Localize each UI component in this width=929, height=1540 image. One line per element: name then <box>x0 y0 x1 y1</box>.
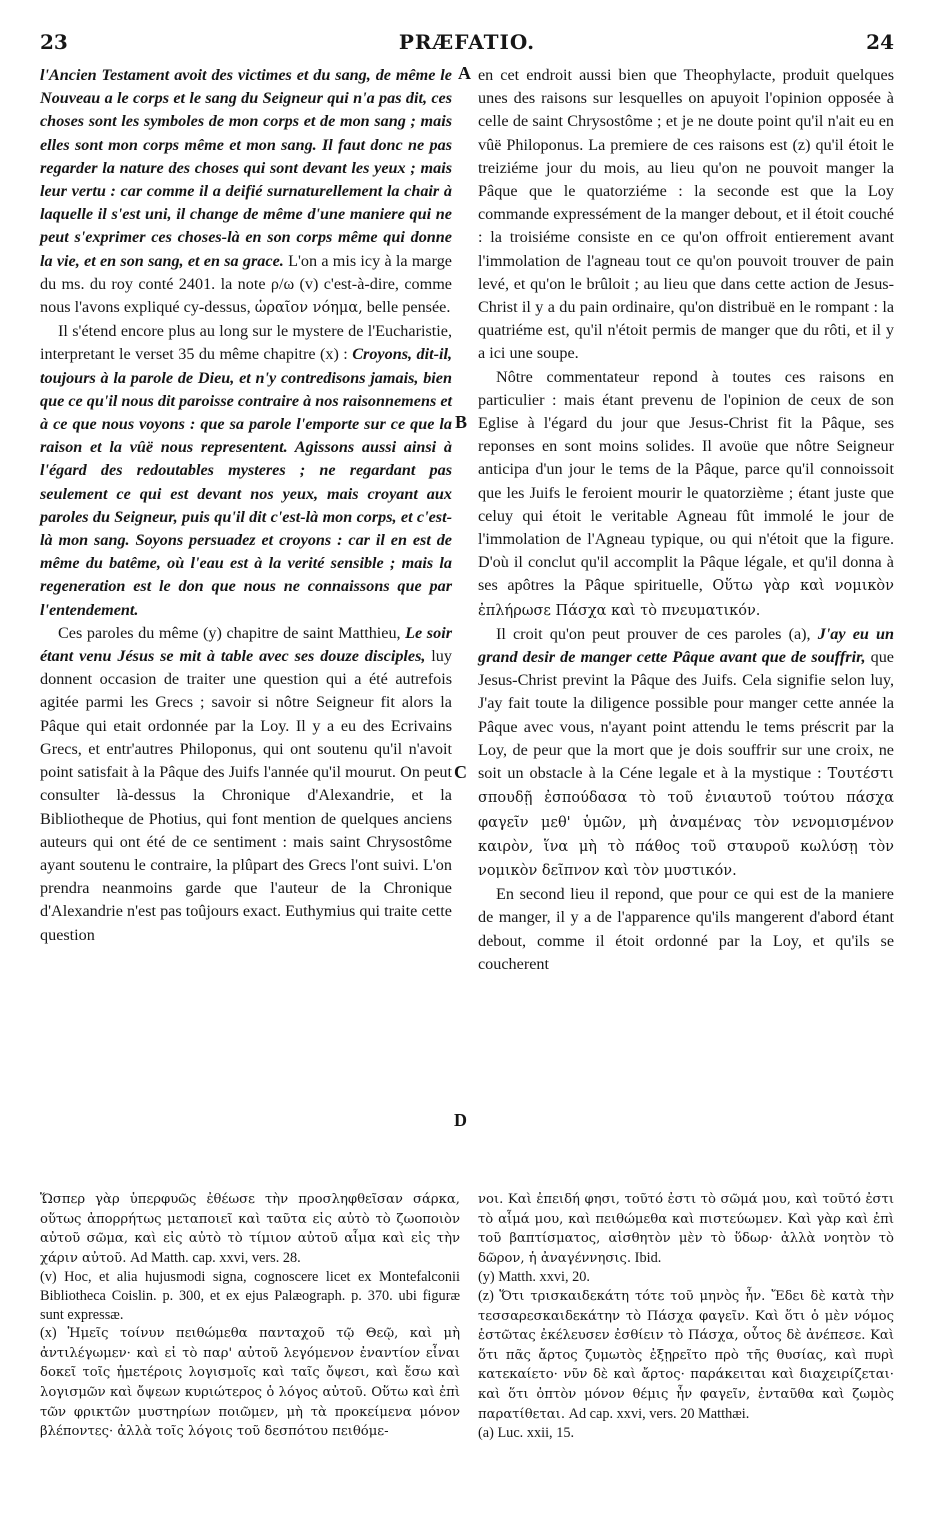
right-paragraph-3 <box>478 623 894 883</box>
right-column <box>478 64 894 976</box>
footnote-label: (z) <box>478 1287 500 1304</box>
right-paragraph-4 <box>478 883 894 976</box>
text-run: Nôtre commentateur repond à toutes ces raisons en particulier : mais étant prevenu de l'opinion de ceux de son Eglise à l'égard du jour que Jesus-Christ fit la Pâque, ses reponses en sont moins solides. Il avoüe que nôtre Seigneur anticipa d'un jour le tems de la Pâque, parce qu'il connoissoit que les Juifs le feroient mourir le quatorzième ; étant juste que celuy qui étoit le veritable Agneau fût immolé le jour de l'immolation de l'Agneau typique, ou qui n'étoit que la figure. D'où il conclut qu'il accomplit la Pâque légale, et qu'il donna à ses apôtres la Pâque spirituelle, <box>478 367 894 595</box>
footnotes-left <box>40 1190 460 1442</box>
text-run: Ces paroles du même (y) chapitre de saint Matthieu, <box>58 623 406 642</box>
greek-footnote-text: νοι. Καὶ ἐπειδή φησι, τοῦτό ἐστι τὸ σῶμά μου, καὶ τοῦτό ἐστι τὸ αἷμά μου, καὶ πειθώμεθα καὶ πιστεύωμεν. Καὶ γὰρ καὶ ἐπὶ τοῦ βαπτίσματος, αἰσθητὸν μὲν τὸ ὕδωρ· ἀλλὰ νοητὸν τὸ δῶρον, ἡ ἀναγέννησις. <box>478 1192 894 1266</box>
right-paragraph-2 <box>478 366 894 623</box>
text-run: belle pensée. <box>362 298 451 317</box>
margin-marker-a: A <box>458 63 471 83</box>
text-run: Il s'étend encore plus au long sur le mystere de l'Eucharistie, interpretant le verset 35 du même chapitre (x) : <box>40 322 452 364</box>
greek-footnote-text: Ὅτι τρισκαιδεκάτη τότε τοῦ μηνὸς ἦν. Ἔδει δὲ κατὰ τὴν τεσσαρεσκαιδεκάτην τὸ Πάσχα φαγεῖν. Καὶ ὅτι ὁ μὲν νόμος ἑστῶτας ἐκέλευσεν ἐσθίειν τὸ Πάσχα, οὗτος δὲ ἀνέπεσε. Καὶ ὅτι πᾶς ἄρτος ζυμωτὸς ἐξῃρεῖτο πρὸ τῆς θυσίας, καὶ πυρὶ κατεκαίετο· νῦν δὲ καὶ ἄρτος· παράκειται καὶ διαχειρίζεται· καὶ ὅτι ὀπτὸν μόνον θέμις ἦν φαγεῖν, ἐνταῦθα καὶ ζωμὸς παρατίθεται. <box>478 1288 894 1422</box>
margin-marker-b: B <box>455 412 468 432</box>
footnote-reference: Ad cap. xxvi, vers. 20 Matthæi. <box>565 1405 750 1422</box>
left-column <box>40 64 452 947</box>
footnote-text: (v) Hoc, et alia hujusmodi signa, cognoscere licet ex Montefalconii Bibliotheca Coislin. p. 300, et ex ejus Palæograph. p. 370. ubi figuræ sunt expressæ. <box>40 1269 460 1323</box>
footnote <box>40 1268 460 1324</box>
running-title: PRÆFATIO. <box>398 30 536 54</box>
footnote <box>478 1268 894 1287</box>
margin-marker-d: D <box>454 1110 467 1130</box>
left-paragraph-1 <box>40 64 452 320</box>
quoted-passage: l'Ancien Testament avoit des victimes et du sang, de même le Nouveau a le corps et le sang du Seigneur qui n'a pas dit, ces choses sont les symboles de mon corps et de mon sang ; mais elles sont mon corps même et mon sang. Il faut donc ne pas regarder la nature des choses qui sont devant les yeux ; mais leur vertu : car comme il a deifié surnaturellement la chair à laquelle il s'est uni, il change de même d'une maniere qui ne peut s'exprimer ces choses-là en son corps même qui donne la vie, et en son sang, et en sa grace. <box>40 66 452 270</box>
text-run: luy donnent occasion de traiter une question qui a été autrefois agitée parmi les Grecs ; savoir si nôtre Seigneur fit alors la Pâque qui etait ordonnée par la Loy. Il y a eu des Ecrivains Grecs, et entr'autres Philoponus, qui ont soutenu qu'il n'avoit point satisfait à la Pâque des Juifs l'année qu'il mourut. On peut consulter là-dessus la Chronique d'Alexandrie, et la Bibliotheque de Photius, qui font mention de quelques anciens auteurs qui ont été de ce sentiment : mais saint Chrysostôme ayant soutenu le contraire, la plûpart des Grecs l'ont suivi. L'on prendra neanmoins garde que l'auteur de la Chronique d'Alexandrie n'est pas toûjours exact. Euthymius qui traite cette question <box>40 647 452 944</box>
greek-footnote-text: Ἡμεῖς τοίνυν πειθώμεθα πανταχοῦ τῷ Θεῷ, καὶ μὴ ἀντιλέγωμεν· καὶ εἰ τὸ παρ' αὐτοῦ λεγόμενον ἐναντίον εἶναι δοκεῖ τοῖς ἡμετέροις λογισμοῖς καὶ ταῖς ὄψεσι, καὶ ἔσω καὶ λογισμῶν καὶ ὄψεων κυριώτερος ὁ λόγος αὐτοῦ. Οὕτω καὶ ἐπὶ τῶν φρικτῶν μυστηρίων ποιῶμεν, μὴ τὰ προκείμενα μόνον βλέποντες· ἀλλὰ τοῖς λόγοις τοῦ δεσπότου πειθόμε- <box>40 1326 460 1440</box>
text-run: En second lieu il repond, que pour ce qui est de la maniere de manger, il y a de l'apparence qu'ils mangerent d'abord étant debout, comme il étoit ordonné par la Loy, et qu'ils se coucherent <box>478 885 894 973</box>
left-paragraph-3 <box>40 622 452 947</box>
quoted-passage: J'ay eu un grand desir de manger cette Pâque avant que de souffrir, <box>478 624 894 667</box>
footnote <box>478 1190 894 1268</box>
text-run: L'on a mis icy à la marge du ms. du roy conté 2401. la note ρ/ω (v) c'est-à-dire, comme nous l'avons expliqué cy-dessus, <box>40 251 452 317</box>
margin-marker-c: C <box>454 762 467 782</box>
quoted-passage: Le soir étant venu Jésus se mit à table avec ses douze disciples, <box>40 623 452 666</box>
left-paragraph-2 <box>40 320 452 622</box>
page-number-left: 23 <box>40 30 68 54</box>
page-number-right: 24 <box>866 30 894 54</box>
footnote-reference: Ibid. <box>631 1249 662 1266</box>
quoted-passage: Croyons, dit-il, toujours à la parole de Dieu, et n'y contredisons jamais, bien que ce qu'il nous dit paroisse contraire à nos raisonnemens et à ce que nous voyons : que sa parole l'emporte sur ce que la raison et la vûë nous representent. Agissons aussi ainsi à l'égard des redoutables mysteres ; ne regardant pas seulement ce qui est devant nos yeux, mais croyant aux paroles du Seigneur, puis qu'il dit c'est-là mon corps, et c'est-là mon sang. Soyons persuadez et croyons : car il en est de même du batême, où l'eau est à la verité sensible ; mais la regeneration est le don que nous ne connaissons que par l'entendement. <box>40 345 453 619</box>
footnote <box>478 1287 894 1424</box>
greek-phrase: Οὕτω γὰρ καὶ νομικὸν ἐπλήρωσε Πάσχα καὶ τὸ πνευματικόν. <box>478 578 894 619</box>
right-paragraph-1 <box>478 64 894 366</box>
footnote-text: (y) Matth. xxvi, 20. <box>478 1269 590 1286</box>
greek-footnote-text: Ὥσπερ γὰρ ὑπερφυῶς ἐθέωσε τὴν προσληφθεῖσαν σάρκα, οὕτως ἀπορρήτως μεταποιεῖ καὶ ταῦτα εἰς αὐτὸ τὸ ζωοποιὸν αὐτοῦ σῶμα, καὶ εἰς αὐτὸ τὸ τίμιον αὐτοῦ αἷμα καὶ εἰς τὴν χάριν αὐτοῦ. <box>40 1192 460 1266</box>
footnote <box>40 1324 460 1442</box>
footnote-label: (x) <box>40 1325 68 1342</box>
greek-phrase: ὡραῖον νόημα, <box>254 300 363 317</box>
footnote <box>478 1424 894 1443</box>
page-header <box>40 30 894 62</box>
footnotes-right <box>478 1190 894 1443</box>
text-run: que Jesus-Christ prevint la Pâque des Juifs. Cela signifie selon luy, J'ay fait toute la diligence possible pour manger cette année la Pâque avec vous, n'ayant point attendu le tems préscrit par la Loy, de peur que la mort que je dois souffrir sur une croix, ne soit un obstacle à la Céne legale et à la mystique : <box>478 648 894 783</box>
text-run: Il croit qu'on peut prouver de ces paroles (a), <box>496 624 818 643</box>
footnote-reference: Ad Matth. cap. xxvi, vers. 28. <box>126 1249 301 1266</box>
greek-phrase: Τουτέστι σπουδῇ ἐσπούδασα τὸ τοῦ ἐνιαυτοῦ τούτου πάσχα φαγεῖν μεθ' ὑμῶν, μὴ ἀναμένας τὸν νενομισμένον καιρὸν, ἵνα μὴ τὸ πάθος τοῦ σταυροῦ κωλύσῃ τὸν νομικὸν δεῖπνον καὶ τὸν μυστικόν. <box>478 766 894 879</box>
footnote <box>40 1190 460 1268</box>
text-run: en cet endroit aussi bien que Theophylacte, produit quelques unes des raisons sur lesquelles on apuyoit l'opinion opposée à celle de saint Chrysostôme ; et je ne doute point qu'il n'ait eu en vûë Philoponus. La premiere de ces raisons est (z) qu'il étoit le treiziéme jour du mois, au lieu qu'on ne pouvoit manger la Pâque que le quatorziéme : la seconde est que la Loy commande expressément de la manger debout, et il étoit couché : la troisiéme consiste en ce qu'on offroit entierement avant l'immolation de l'agneau tout ce qu'on pouvoit trouver de pain levé, et qu'on le brûloit ; au lieu que dans cette action de Jesus-Christ il y a du pain ordinaire, qu'on distribuë en le rompant : la quatriéme est, qu'il n'étoit permis de manger que du rôti, et il y a ici une soupe. <box>478 66 894 363</box>
footnote-text: (a) Luc. xxii, 15. <box>478 1425 575 1442</box>
